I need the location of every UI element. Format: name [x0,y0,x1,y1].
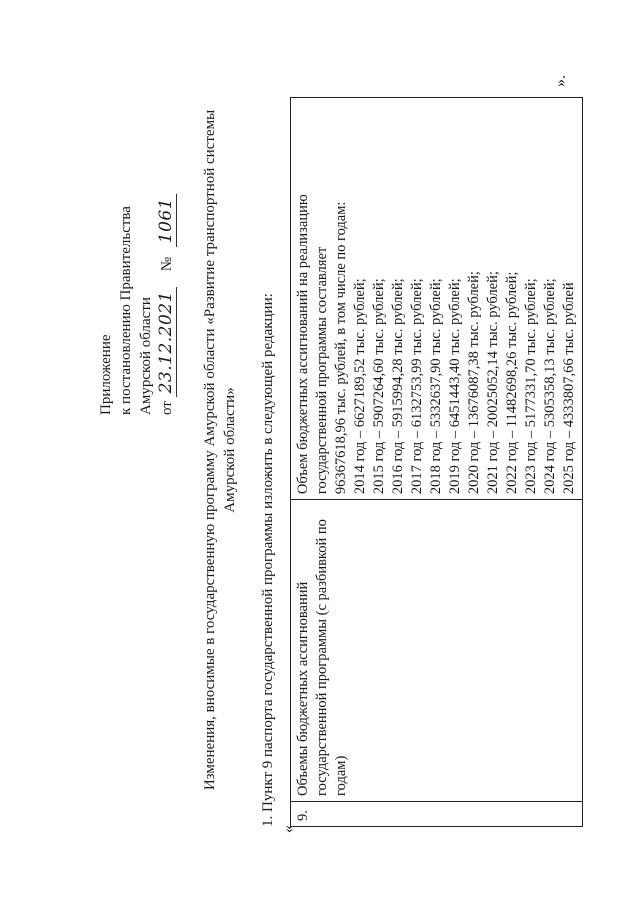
value-line: 2016 год – 5915994,28 тыс. рублей; [390,278,406,495]
opening-quote: « [280,825,297,833]
value-line: 2024 год – 5305358,13 тыс. рублей; [542,278,558,495]
approval-date-line [156,55,177,415]
value-line: 2020 год – 13676087,38 тыс. рублей; [466,271,482,495]
value-line: 2021 год – 20025052,14 тыс. рублей; [485,271,501,495]
value-line: 2017 год – 6132753,99 тыс. рублей; [409,278,425,495]
row-name: Объемы бюджетных ассигнований государственной программы (с разбивкой по годам) [291,500,583,802]
handwritten-number: 1061 [156,194,177,247]
document-title [200,105,240,795]
table-row [291,98,583,827]
approval-line-2: к постановлению Правительства [118,206,134,415]
value-line: 2019 год – 6451443,40 тыс. рублей; [447,278,463,495]
value-line: 2025 год – 4333807,66 тыс. рублей [561,282,577,495]
approval-line-1: Приложение [98,334,114,415]
closing-quote: ». [552,75,569,87]
number-label: № [159,256,175,272]
value-line: 2015 год – 5907264,60 тыс. рублей; [371,278,387,495]
passport-table [290,97,583,827]
title-line-1: Изменения, вносимые в государственную программу Амурской области «Развитие транспортной системы [202,109,218,791]
row-number: 9. [291,801,583,826]
value-line: 2022 год – 11482698,26 тыс. рублей; [504,271,520,495]
approval-line-3: Амурской области [138,297,154,415]
value-line: Объем бюджетных ассигнований на реализацию [295,194,311,495]
title-line-2: Амурской области» [222,387,238,513]
date-prefix: от [159,401,175,415]
value-line: государственной программы составляет [314,246,330,495]
point-text: 1. Пункт 9 паспорта государственной программы изложить в следующей редакции: [260,293,276,827]
value-line: 2018 год – 5332637,90 тыс. рублей; [428,278,444,495]
value-line: 2014 год – 6627189,52 тыс. рублей; [352,278,368,495]
handwritten-date: 23.12.2021 [156,287,177,397]
value-line: 2023 год – 5177331,70 тыс. рублей; [523,278,539,495]
row-value [291,98,583,500]
value-line: 96367618,96 тыс. рублей, в том числе по годам: [333,201,349,495]
approval-block [96,55,177,415]
